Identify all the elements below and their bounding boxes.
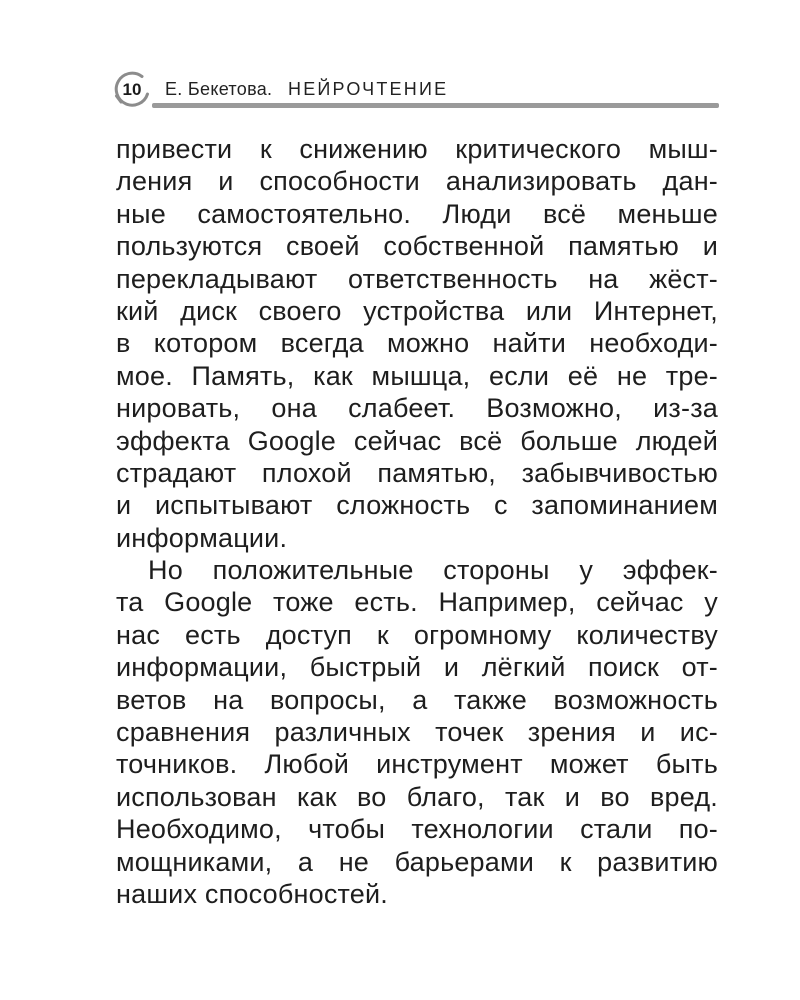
text-line: мое. Память, как мышца, если её не тре-	[116, 360, 718, 391]
text-line: та Google тоже есть. Например, сейчас у	[116, 587, 718, 618]
header-author: Е. Бекетова.	[165, 79, 273, 99]
text-line: информации.	[116, 522, 288, 553]
text-line: мощниками, а не барьерами к развитию	[116, 846, 718, 877]
header-divider	[152, 103, 719, 108]
paragraph-2	[116, 554, 718, 910]
text-line: Необходимо, чтобы технологии стали по-	[116, 814, 718, 845]
running-header	[112, 70, 722, 114]
page-number-badge	[112, 70, 152, 110]
text-line: пользуются своей собственной памятью и	[116, 231, 718, 262]
text-line: привести к снижению критического мыш-	[116, 134, 718, 164]
text-line: и испытывают сложность с запоминанием	[116, 490, 718, 521]
page-number: 10	[122, 80, 142, 99]
text-line: использован как во благо, так и во вред.	[116, 781, 718, 812]
text-line: в котором всегда можно найти необходи-	[116, 328, 718, 359]
header-book-title: НЕЙРОЧТЕНИЕ	[288, 79, 449, 99]
text-line: нировать, она слабеет. Возможно, из-за	[116, 393, 718, 424]
text-line: ные самостоятельно. Люди всё меньше	[116, 198, 718, 229]
text-line: эффекта Google сейчас всё больше людей	[116, 425, 718, 456]
text-line: страдают плохой памятью, забывчивостью	[116, 457, 718, 488]
paragraph-1	[116, 133, 718, 554]
text-line: Но положительные стороны у эффек-	[148, 555, 718, 586]
text-line: ветов на вопросы, а также возможность	[116, 684, 718, 715]
text-line: сравнения различных точек зрения и ис-	[116, 717, 718, 748]
body-text	[116, 133, 718, 910]
text-line: точников. Любой инструмент может быть	[116, 749, 718, 780]
text-line: нас есть доступ к огромному количеству	[116, 619, 718, 650]
text-line: ления и способности анализировать дан-	[116, 166, 718, 197]
text-line: наших способностей.	[116, 878, 388, 909]
text-line: информации, быстрый и лёгкий поиск от-	[116, 652, 718, 683]
text-line: кий диск своего устройства или Интернет,	[116, 295, 718, 326]
text-line: перекладывают ответственность на жёст-	[116, 263, 718, 294]
